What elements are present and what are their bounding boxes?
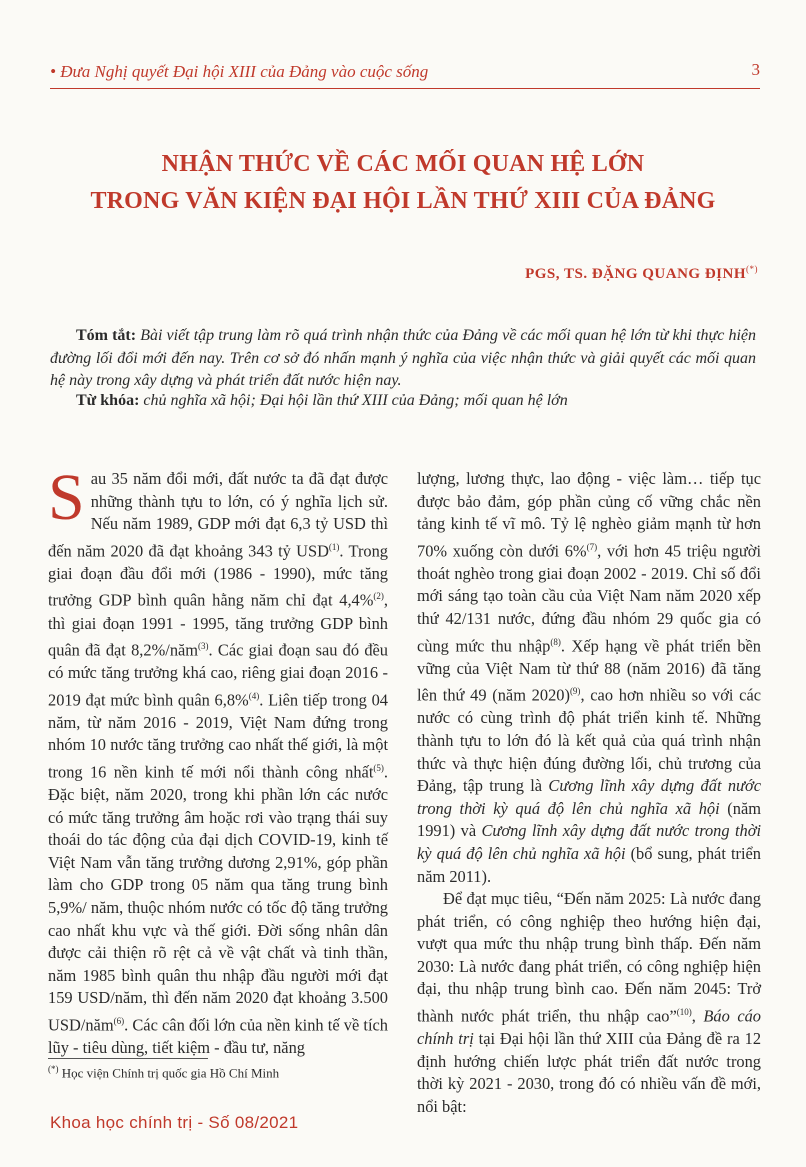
header-rule: [50, 88, 760, 89]
body-column-right: [417, 468, 761, 1119]
body-column-left: [48, 461, 388, 1060]
abstract: [50, 325, 756, 393]
body-paragraph: lượng, lương thực, lao động - việc làm… tiếp tục được bảo đảm, góp phần củng cố vững chắc nền tảng kinh tế vĩ mô. Tỷ lệ nghèo giảm mạnh từ hơn 70% xuống còn dưới 6%$^{(7)}$, với hơn 45 triệu người thoát nghèo trong giai đoạn 2002 - 2019. Chỉ số đổi mới sáng tạo toàn cầu của Việt Nam năm 2020 xếp thứ 42/131 nước, đứng đầu nhóm 29 quốc gia có cùng mức thu nhập$^{(8)}$. Xếp hạng về phát triển bền vững của Việt Nam từ thứ 88 (năm 2016) đã tăng lên thứ 49 (năm 2020)$^{(9)}$, cao hơn nhiều so với các nước có cùng trình độ phát triển kinh tế. Những thành tựu to lớn đó là kết quả của quá trình nhận thức và thực hiện đúng đường lối, chủ trương của Đảng, tập trung là Cương lĩnh xây dựng đất nước trong thời kỳ quá độ lên chủ nghĩa xã hội (năm 1991) và Cương lĩnh xây dựng đất nước trong thời kỳ quá độ lên chủ nghĩa xã hội (bổ sung, phát triển năm 2011).: [417, 469, 762, 886]
title-line-1: NHẬN THỨC VỀ CÁC MỐI QUAN HỆ LỚN: [161, 151, 645, 177]
author-footnote-mark: (*): [746, 264, 758, 274]
author-byline: [525, 264, 758, 283]
footnote: (*) Học viện Chính trị quốc gia Hồ Chí Minh: [48, 1064, 280, 1081]
title-line-2: TRONG VĂN KIỆN ĐẠI HỘI LẦN THỨ XIII CỦA ĐẢNG: [90, 188, 716, 214]
keywords-text: chủ nghĩa xã hội; Đại hội lần thứ XIII của Đảng; mối quan hệ lớn: [143, 392, 568, 409]
abstract-text: Bài viết tập trung làm rõ quá trình nhận thức của Đảng về các mối quan hệ lớn từ khi thực hiện đường lối đổi mới đến nay. Trên cơ sở đó nhấn mạnh ý nghĩa của việc nhận thức và giải quyết các mối quan hệ này trong xây dựng và phát triển đất nước hiện nay.: [50, 327, 757, 389]
abstract-label: Tóm tắt:: [76, 327, 137, 344]
footnote-rule: [48, 1058, 208, 1059]
keywords-label: Từ khóa:: [76, 392, 140, 409]
article-title: [60, 146, 746, 220]
body-paragraph: Để đạt mục tiêu, “Đến năm 2025: Là nước đang phát triển, có công nghiệp theo hướng hiện đại, vượt qua mức thu nhập trung bình thấp. Đến năm 2030: Là nước đang phát triển, có công nghiệp hiện đại, thu nhập trung bình cao. Đến năm 2045: Trở thành nước phát triển, thu nhập cao”$^{(10)}$, Báo cáo chính trị tại Đại hội lần thứ XIII của Đảng đề ra 12 định hướng chiến lược phát triển đất nước trong thời kỳ 2021 - 2030, trong đó có nhiều vấn đề mới, nổi bật:: [417, 889, 762, 1116]
body-paragraph: Sau 35 năm đổi mới, đất nước ta đã đạt được những thành tựu to lớn, có ý nghĩa lịch sử. Nếu năm 1989, GDP mới đạt 6,3 tỷ USD thì đến năm 2020 đã đạt khoảng 343 tỷ USD$^{(1)}$. Trong giai đoạn đầu đổi mới (1986 - 1990), mức tăng trưởng GDP bình quân hằng năm chỉ đạt 4,4%$^{(2)}$, thì giai đoạn 1991 - 1995, tăng trưởng GDP bình quân đã đạt 8,2%/năm$^{(3)}$. Các giai đoạn sau đó đều có mức tăng trưởng khá cao, riêng giai đoạn 2016 - 2019 đạt mức bình quân 6,8%$^{(4)}$. Liên tiếp trong 04 năm, từ năm 2016 - 2019, Việt Nam đứng trong nhóm 10 nước tăng trưởng cao nhất thế giới, là một trong 16 nền kinh tế mới nổi thành công nhất$^{(5)}$. Đặc biệt, năm 2020, trong khi phần lớn các nước có mức tăng trưởng âm hoặc rơi vào trạng thái suy thoái do tác động của đại dịch COVID-19, kinh tế Việt Nam vẫn tăng trưởng dương 2,91%, góp phần làm cho GDP trong 05 năm qua tăng trung bình 5,9%/ năm, thuộc nhóm nước có tốc độ tăng trưởng cao nhất khu vực và thế giới. Đời sống nhân dân được cải thiện rõ rệt cả về vật chất và tinh thần, năm 1985 bình quân thu nhập đầu người mới đạt 159 USD/năm, thì đến năm 2020 đạt khoảng 3.500 USD/năm$^{(6)}$. Các cân đối lớn của nền kinh tế về tích lũy - tiêu dùng, tiết kiệm - đầu tư, năng: [48, 461, 388, 1058]
running-header-tagline: • Đưa Nghị quyết Đại hội XIII của Đảng vào cuộc sống: [50, 62, 429, 81]
journal-footer: Khoa học chính trị - Số 08/2021: [50, 1113, 299, 1132]
keywords: [76, 392, 568, 410]
page-number: 3: [751, 60, 760, 79]
drop-cap: S: [48, 461, 85, 534]
running-header: [50, 58, 760, 88]
author-name: PGS, TS. ĐẶNG QUANG ĐỊNH: [525, 266, 746, 282]
